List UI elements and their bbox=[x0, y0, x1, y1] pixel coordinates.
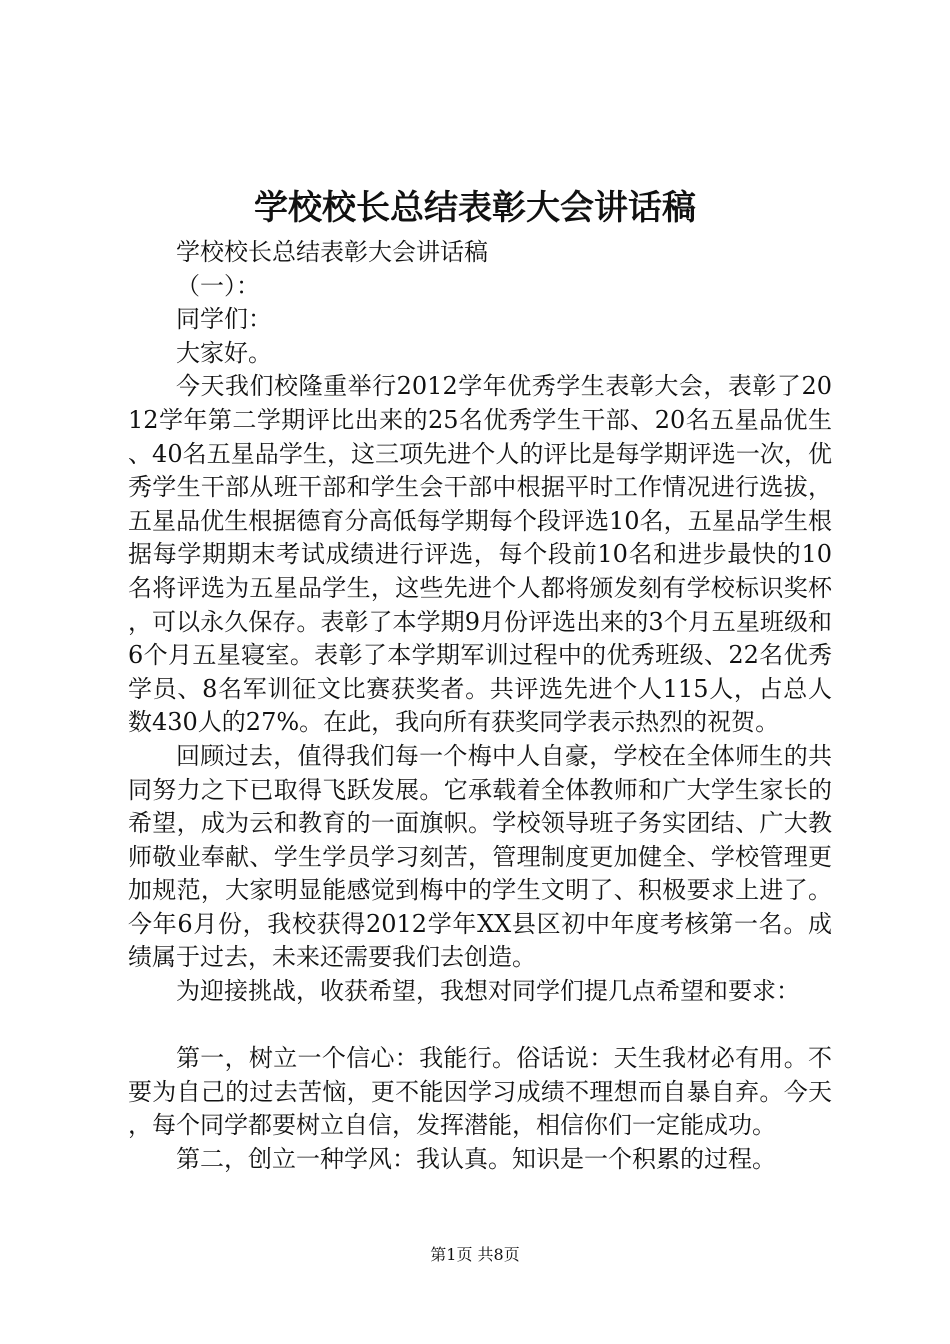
paragraph-greeting: 大家好。 bbox=[176, 338, 272, 367]
paragraph-salutation: 同学们： bbox=[176, 305, 272, 334]
paragraph-body: 第二，创立一种学风：我认真。知识是一个积累的过程。 bbox=[176, 1145, 776, 1174]
blank-line bbox=[128, 1009, 832, 1043]
paragraph-subtitle: 学校校长总结表彰大会讲话稿 bbox=[176, 238, 488, 266]
paragraph-body: 为迎接挑战，收获希望，我想对同学们提几点希望和要求： bbox=[176, 977, 800, 1006]
paragraph-body: 回顾过去，值得我们每一个梅中人自豪，学校在全体师生的共同努力之下已取得飞跃发展。它承载着全体教师和广大学生家长的希望，成为云和教育的一面旗帜。学校领导班子务实团结、广大教师敬业奉献、学生学员学习刻苦，管理制度更加健全、学校管理更加规范，大家明显能感觉到梅中的学生文明了、积极要求上进了。今年6月份，我校获得2012学年XX县区初中年度考核第一名。成绩属于过去，未来还需要我们去创造。 bbox=[128, 741, 832, 972]
document-title: 学校校长总结表彰大会讲话稿 bbox=[254, 188, 696, 228]
paragraph-body: 第一，树立一个信心：我能行。俗话说：天生我材必有用。不要为自己的过去苦恼，更不能因学习成绩不理想而自暴自弃。今天，每个同学都要树立自信，发挥潜能，相信你们一定能成功。 bbox=[128, 1044, 832, 1140]
paragraph-body: 今天我们校隆重举行2012学年优秀学生表彰大会，表彰了2012学年第二学期评比出来的25名优秀学生干部、20名五星品优生、40名五星品学生，这三项先进个人的评比是每学期评选一次，优秀学生干部从班干部和学生会干部中根据平时工作情况进行选拔，五星品优生根据德育分高低每学期每个段评选10名，五星品学生根据每学期期末考试成绩进行评选，每个段前10名和进步最快的10名将评选为五星品学生，这些先进个人都将颁发刻有学校标识奖杯，可以永久保存。表彰了本学期9月份评选出来的3个月五星班级和6个月五星寝室。表彰了本学期军训过程中的优秀班级、22名优秀学员、8名军训征文比赛获奖者。共评选先进个人115人，占总人数430人的27%。在此，我向所有获奖同学表示热烈的祝贺。 bbox=[128, 372, 832, 737]
document-body bbox=[128, 236, 832, 1177]
paragraph-section-marker: （一）： bbox=[176, 271, 260, 300]
page-footer: 第1页 共8页 bbox=[430, 1245, 520, 1264]
